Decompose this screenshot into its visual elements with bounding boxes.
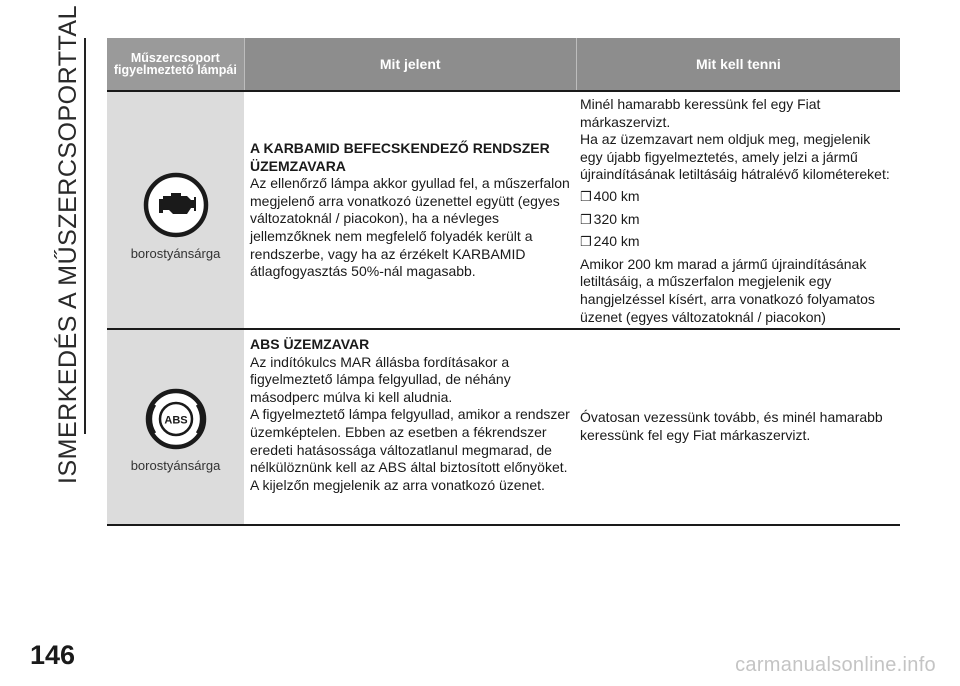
action-text: Óvatosan vezessünk tovább, és minél hamarabb keressünk fel egy Fiat márkaszervizt. (580, 409, 883, 443)
side-divider (84, 38, 86, 434)
watermark: carmanualsonline.info (735, 654, 936, 676)
list-item: ❒ 320 km (580, 210, 640, 227)
fault-title: A KARBAMID BEFECSKENDEZŐ RENDSZER ÜZEMZAVARA (250, 140, 550, 174)
action-cell (576, 92, 900, 328)
page-number: 146 (30, 640, 76, 670)
fault-description: Az indítókulcs MAR állásba fordításakor a figyelmeztető lámpa felgyullad, de néhány másodperc múlva ki kell aludnia. (250, 353, 511, 405)
color-label: borostyánsárga (130, 458, 221, 473)
table-header (107, 38, 900, 90)
warning-lights-table (107, 38, 900, 526)
abs-icon-text: ABS (163, 414, 188, 427)
list-item: ❒ 240 km (580, 233, 640, 250)
header-meaning: Mit jelent (244, 38, 576, 90)
side-section-title (38, 4, 98, 484)
color-label: borostyánsárga (130, 246, 221, 261)
action-intro: Minél hamarabb keressünk fel egy Fiat márkaszervizt. (580, 96, 821, 130)
fault-description: Az ellenőrző lámpa akkor gyullad fel, a műszerfalon megjelenő arra vonatkozó üzenettel együtt (egyes változatoknál / piacokon), ha a névleges jellemzőknek nem megfelelő folyadék került a rendszerbe, vagy ha az érzékelt KARBAMID átlagfogyasztás 50%-nál magasabb. (250, 175, 570, 280)
checkbox-bullet-icon: ❒ (580, 211, 592, 227)
icon-cell (107, 92, 244, 328)
list-item: ❒ 400 km (580, 187, 640, 204)
checkbox-bullet-icon: ❒ (580, 188, 592, 204)
fault-title: ABS ÜZEMZAVAR (250, 336, 370, 352)
fault-description: A figyelmeztető lámpa felgyullad, amikor a rendszer üzemképtelen. Ebben az esetben a fékrendszer eredeti hatásossága változatlanul megmarad, de nélkülöznünk kell az ABS által biztosított előnyöket. A kijelzőn megjelenik az arra vonatkozó üzenet. (250, 406, 570, 493)
action-detail: Ha az üzemzavart nem oldjuk meg, megjelenik egy újabb figyelmeztetés, amely jelzi a jármű újraindításának letiltásáig hátralévő kilométereket: (580, 131, 890, 183)
icon-cell (107, 330, 244, 524)
meaning-cell (244, 330, 576, 524)
meaning-cell (244, 92, 576, 328)
checkbox-bullet-icon: ❒ (580, 234, 592, 250)
table-row (107, 328, 900, 526)
side-title-text: ISMERKEDÉS A MŰSZERCSOPORTTAL (53, 4, 82, 484)
abs-icon (145, 388, 207, 450)
header-warning-lights: Műszercsoport figyelmeztető lámpái (107, 38, 244, 90)
action-cell (576, 330, 900, 524)
engine-check-icon (143, 172, 209, 238)
action-outro: Amikor 200 km marad a jármű újraindításának letiltásáig, a műszerfalon megjelenik egy hangjelzéssel kísért, arra vonatkozó folyamatos üzenet (egyes változatoknál / piacokon) (580, 255, 875, 325)
table-row (107, 90, 900, 328)
header-action: Mit kell tenni (576, 38, 900, 90)
